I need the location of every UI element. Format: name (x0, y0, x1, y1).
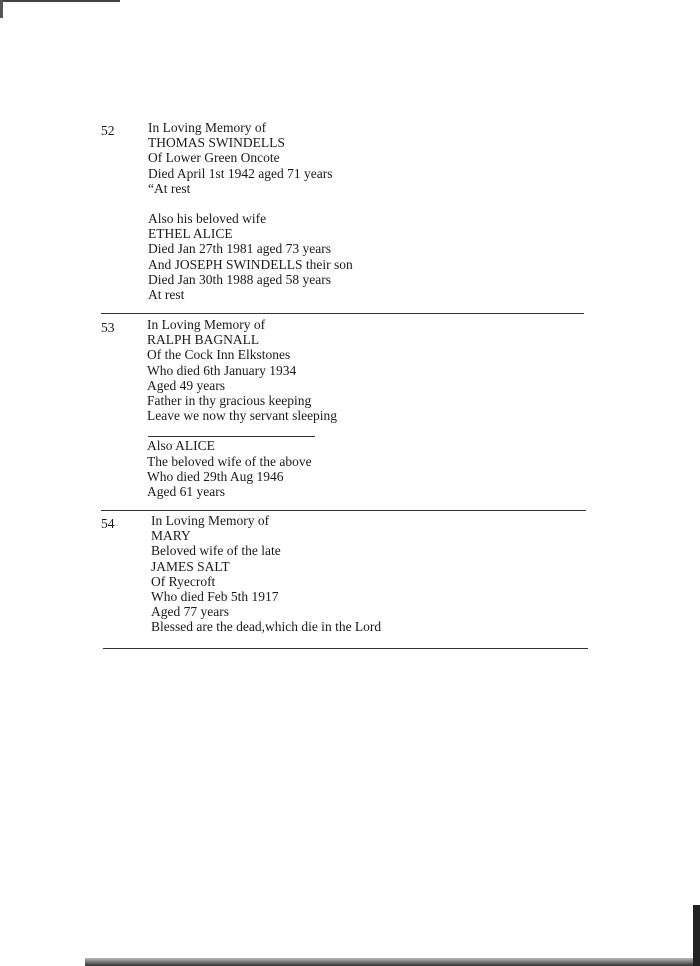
entry-line: RALPH BAGNALL (147, 332, 260, 348)
scan-edge-top (0, 0, 120, 7)
entry-line: The beloved wife of the above (147, 453, 312, 469)
entry-line: Aged 61 years (147, 483, 225, 499)
entry-line: Who died Feb 5th 1917 (151, 588, 279, 604)
entry-line: Aged 77 years (151, 604, 229, 620)
entry-short-divider (148, 436, 315, 437)
entry-line: Who died 6th January 1934 (147, 362, 297, 378)
entry-line: Leave we now thy servant sleeping (147, 408, 338, 424)
entry-divider (103, 648, 588, 649)
entry-number: 53 (101, 320, 115, 335)
entry-line: And JOSEPH SWINDELLS their son (148, 256, 353, 272)
entry-line: Also ALICE (147, 438, 215, 454)
entry-line: Aged 49 years (147, 377, 225, 393)
scan-edge-corner (0, 0, 3, 18)
entry-line: THOMAS SWINDELLS (148, 135, 285, 151)
entry-text (148, 120, 353, 302)
entry-line: Of Ryecroft (151, 573, 216, 589)
entry-line: Father in thy gracious keeping (147, 392, 312, 408)
entry-gap (148, 196, 353, 211)
entry-line: Of Lower Green Oncote (148, 150, 280, 166)
entry-divider (101, 510, 586, 511)
entry-number: 52 (101, 123, 115, 138)
entry-line: At rest (148, 286, 185, 302)
entry-line: MARY (151, 528, 191, 544)
entry-line: Of the Cock Inn Elkstones (147, 347, 291, 363)
entry-line: JAMES SALT (151, 558, 230, 574)
entry-line: Died April 1st 1942 aged 71 years (148, 165, 333, 181)
entry-line: In Loving Memory of (151, 513, 270, 528)
entry-number: 54 (101, 516, 115, 531)
scan-edge-right (693, 905, 700, 966)
entry-line: ETHEL ALICE (148, 226, 233, 242)
scan-edge-bottom (85, 958, 700, 966)
entry-line: Died Jan 27th 1981 aged 73 years (148, 241, 331, 257)
entry-line: Also his beloved wife (148, 210, 267, 226)
entry-line: Who died 29th Aug 1946 (147, 468, 284, 484)
entry-divider (101, 313, 584, 314)
entry-text (151, 513, 381, 635)
entry-text (147, 317, 337, 499)
entry-line: In Loving Memory of (147, 317, 266, 332)
entry-line: Beloved wife of the late (151, 543, 281, 559)
entry-line: In Loving Memory of (148, 120, 267, 135)
entry-line: Blessed are the dead,which die in the Lord (151, 619, 382, 635)
entry-line: Died Jan 30th 1988 aged 58 years (148, 271, 331, 287)
entry-line: “At rest (148, 180, 191, 196)
